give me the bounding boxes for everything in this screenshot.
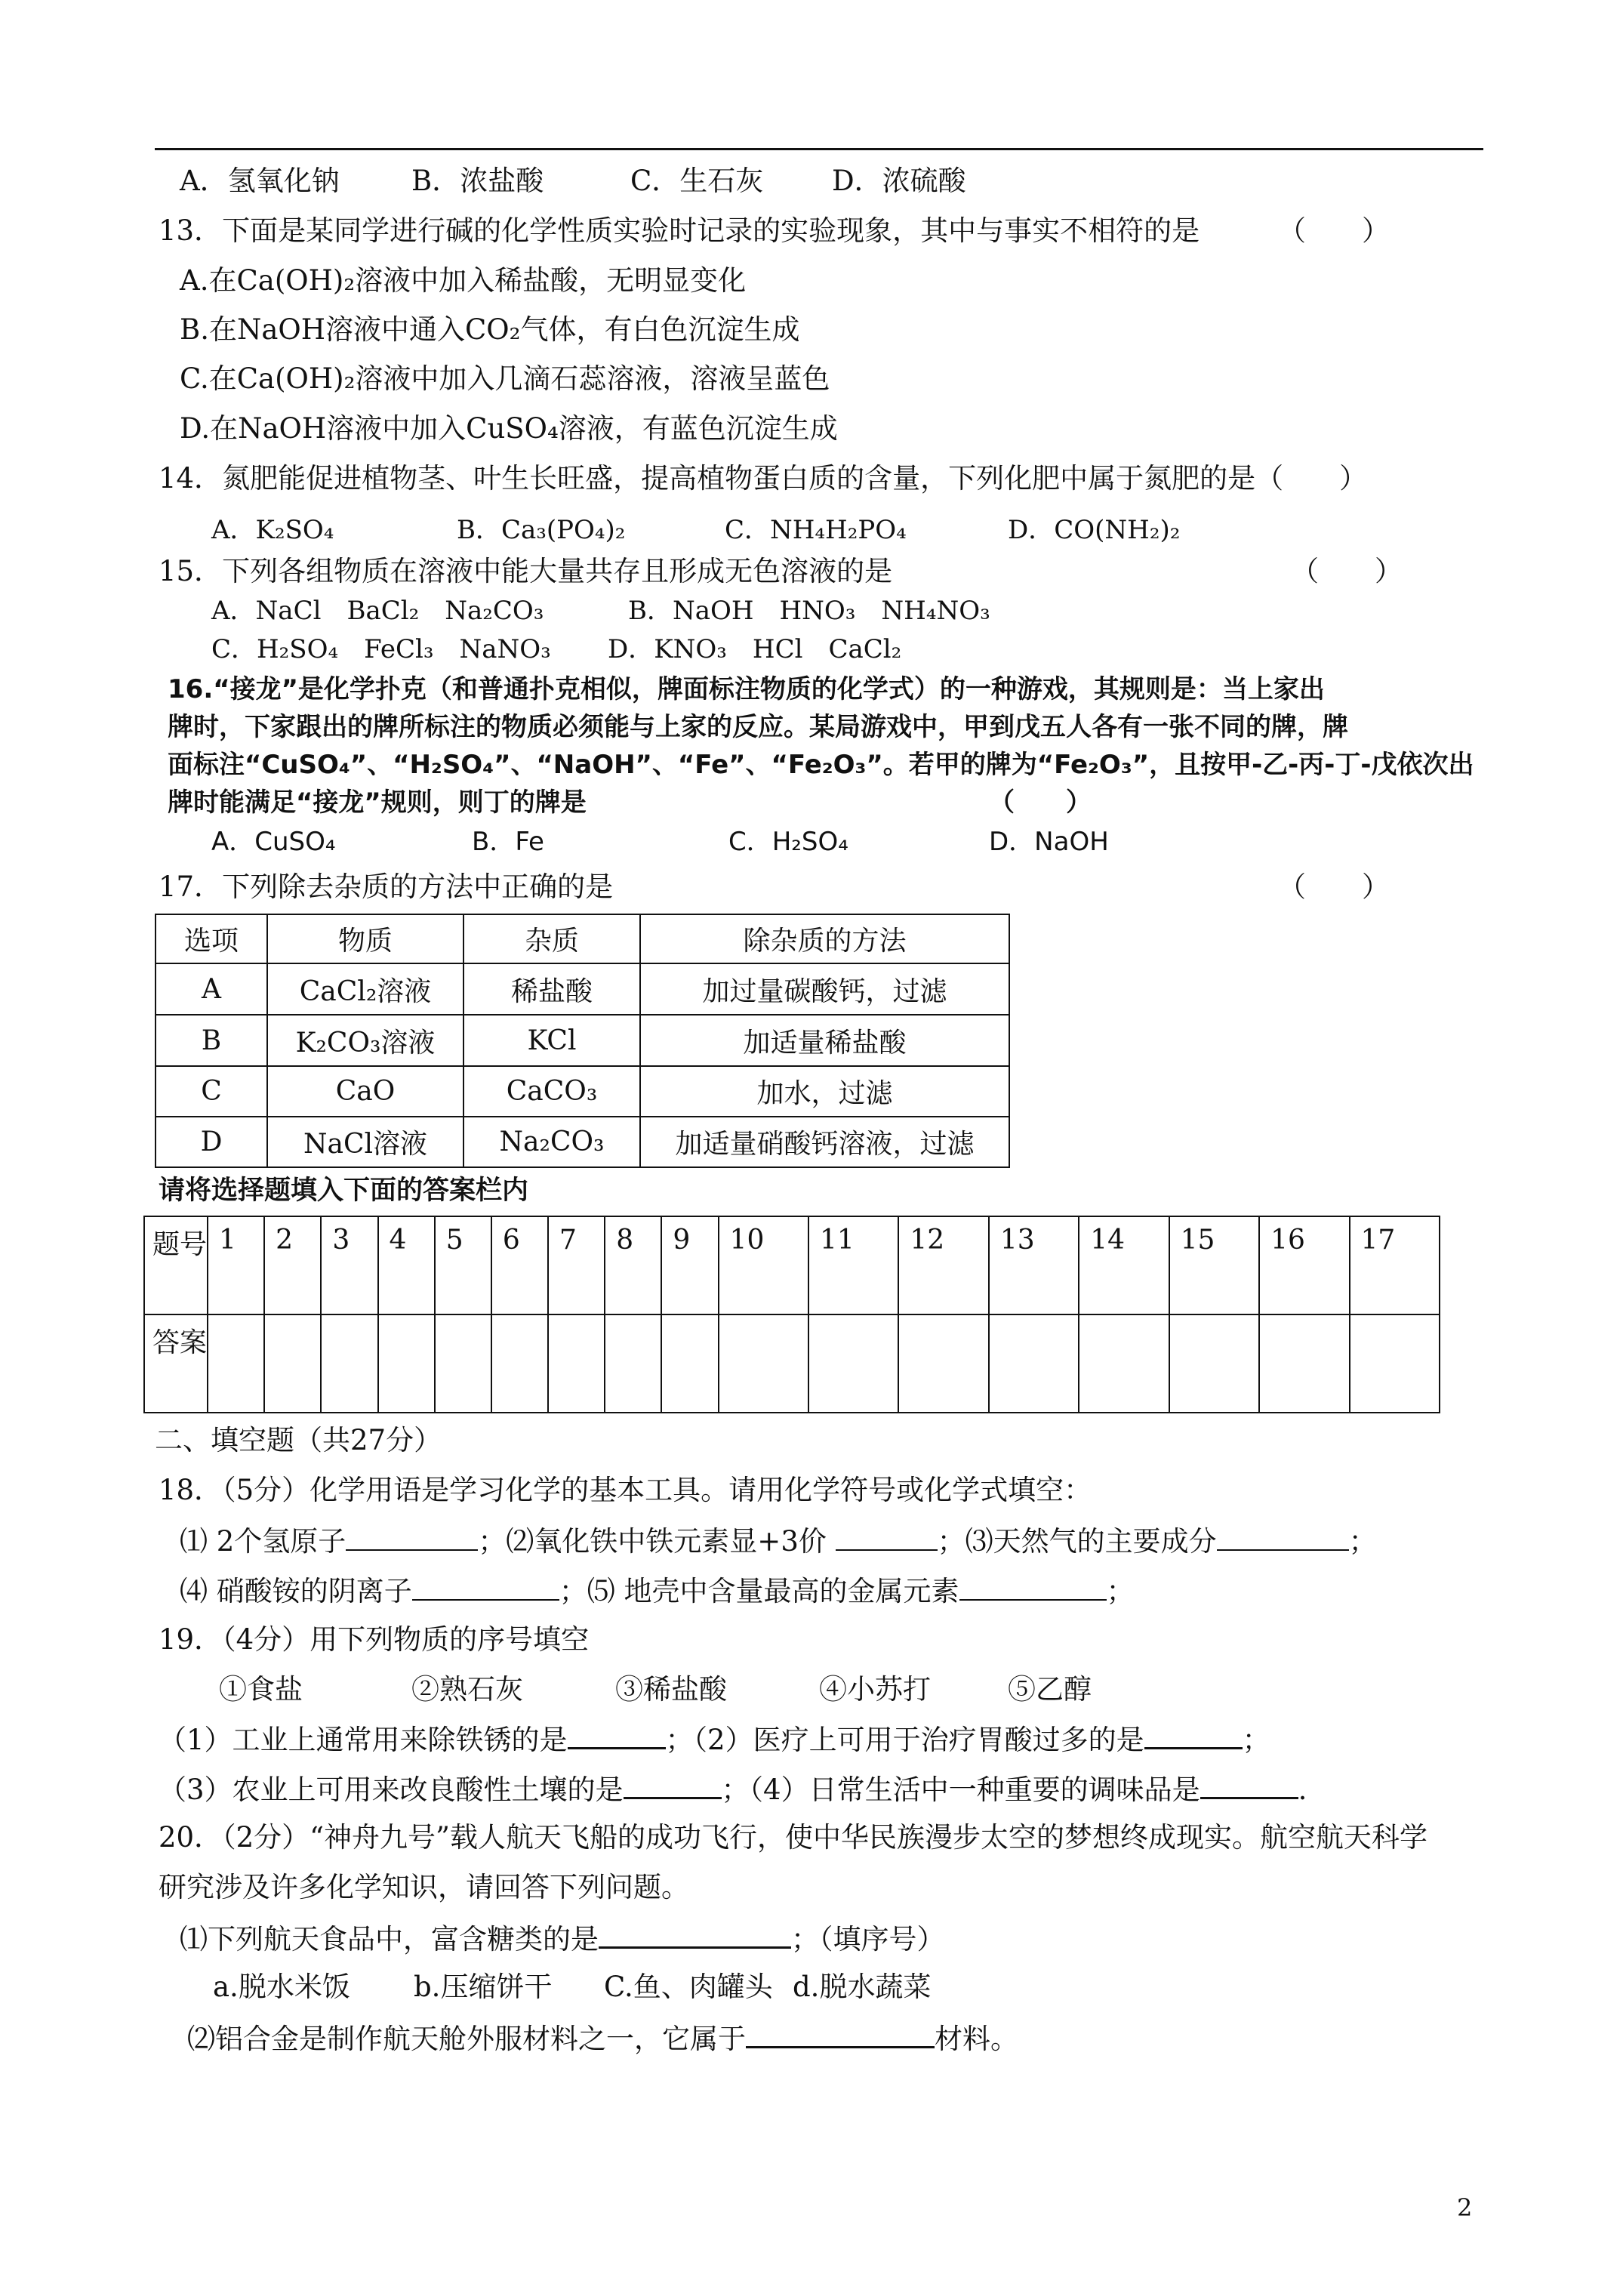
q20-part-1-end: ；（填序号） (791, 1923, 945, 1955)
q14-option-a: A．K₂SO₄ (211, 515, 334, 545)
q16-line-2: 牌时，下家跟出的牌所标注的物质必须能与上家的反应。某局游戏中，甲到戊五人各有一张不同的牌，牌 (168, 712, 1348, 742)
answer-number: 4 (378, 1216, 435, 1314)
q19-line-1 (159, 1721, 1270, 1757)
q16-line-1: 16.“接龙”是化学扑克（和普通扑克相似，牌面标注物质的化学式）的一种游戏，其规则是：当上家出 (168, 674, 1325, 704)
q17-cell: 加适量稀盐酸 (640, 1015, 1009, 1066)
q13-option-c: C.在Ca(OH)₂溶液中加入几滴石蕊溶液，溶液呈蓝色 (180, 362, 830, 395)
answer-blank-cell[interactable] (321, 1314, 377, 1413)
q17-cell: CaCO₃ (463, 1066, 640, 1117)
answer-number: 3 (321, 1216, 377, 1314)
q19-sep-1: ； (1242, 1724, 1270, 1756)
q17-cell: NaCl溶液 (267, 1117, 463, 1167)
answer-number: 11 (808, 1216, 898, 1314)
q20-part-2: ⑵铝合金是制作航天舱外服材料之一，它属于 (187, 2023, 746, 2055)
q19-blank-3[interactable] (624, 1771, 722, 1799)
q17-bracket: （ ） (1278, 871, 1390, 903)
q19-blank-4[interactable] (1200, 1771, 1298, 1799)
q16-option-c: C．H₂SO₄ (728, 827, 848, 857)
answer-blank-cell[interactable] (435, 1314, 491, 1413)
q15-bracket: （ ） (1291, 555, 1403, 587)
answer-number: 12 (898, 1216, 988, 1314)
q18-sep-1: ； (1348, 1525, 1377, 1558)
answer-blank-cell[interactable] (548, 1314, 605, 1413)
answer-number: 1 (208, 1216, 264, 1314)
q20-line-1: 20．（2分）“神舟九号”载人航天飞船的成功飞行，使中华民族漫步太空的梦想终成现实。航空航天科学 (159, 1821, 1427, 1854)
q16-bracket: （ ） (989, 787, 1092, 818)
q13-stem: 13．下面是某同学进行碱的化学性质实验时记录的实验现象，其中与事实不相符的是 (159, 214, 1200, 247)
q17-table-header (156, 914, 1009, 963)
q13-option-d: D.在NaOH溶液中加入CuSO₄溶液，有蓝色沉淀生成 (180, 412, 838, 445)
q17-cell: K₂CO₃溶液 (267, 1015, 463, 1066)
q19-part-2: ；（2）医疗上可用于治疗胃酸过多的是 (665, 1724, 1144, 1756)
q18-stem: 18．（5分）化学用语是学习化学的基本工具。请用化学符号或化学式填空： (159, 1474, 1092, 1506)
q14-option-d: D．CO(NH₂)₂ (1008, 515, 1181, 545)
q17-cell: CaO (267, 1066, 463, 1117)
q13-option-a: A.在Ca(OH)₂溶液中加入稀盐酸，无明显变化 (180, 264, 747, 297)
q20-blank-2[interactable] (746, 2020, 935, 2048)
answer-blank-cell[interactable] (1259, 1314, 1349, 1413)
q16-option-a: A．CuSO₄ (211, 827, 336, 857)
q15-option-a: A．NaCl BaCl₂ Na₂CO₃ (211, 596, 544, 626)
answer-number: 6 (491, 1216, 548, 1314)
q20-part-1-line (180, 1921, 945, 1956)
q13-bracket: （ ） (1278, 214, 1390, 247)
answer-blank-cell[interactable] (491, 1314, 548, 1413)
q17-cell: KCl (463, 1015, 640, 1066)
q19-stem: 19．（4分）用下列物质的序号填空 (159, 1623, 590, 1656)
q20-part-2-line (187, 2020, 1018, 2056)
q20-option-a: a.脱水米饭 (213, 1971, 350, 2003)
table-row (156, 1066, 1009, 1117)
answer-number-label: 题号 (144, 1216, 208, 1314)
q17-cell: B (156, 1015, 267, 1066)
q19-item-2: ②熟石灰 (411, 1673, 523, 1706)
q16-option-b: B．Fe (472, 827, 544, 857)
q17-header-impurity: 杂质 (463, 914, 640, 963)
q17-stem: 17．下列除去杂质的方法中正确的是 (159, 871, 614, 903)
answer-blank-cell[interactable] (1350, 1314, 1440, 1413)
q18-blank-3[interactable] (1217, 1524, 1349, 1551)
q18-sep-2: ； (1106, 1575, 1135, 1607)
q15-option-b: B．NaOH HNO₃ NH₄NO₃ (628, 596, 990, 626)
q14-option-b: B．Ca₃(PO₄)₂ (457, 515, 626, 545)
answer-number-row (144, 1216, 1440, 1314)
q20-option-d: d.脱水蔬菜 (793, 1971, 932, 2003)
answer-blank-cell[interactable] (208, 1314, 264, 1413)
answer-blank-cell[interactable] (808, 1314, 898, 1413)
answer-blank-cell[interactable] (378, 1314, 435, 1413)
q19-item-3: ③稀盐酸 (615, 1673, 727, 1706)
q18-blank-5[interactable] (959, 1573, 1107, 1601)
header-rule (155, 148, 1483, 150)
answer-blank-cell[interactable] (1079, 1314, 1169, 1413)
q17-header-substance: 物质 (267, 914, 463, 963)
q15-option-c: C．H₂SO₄ FeCl₃ NaNO₃ (211, 634, 551, 664)
answer-number: 16 (1259, 1216, 1349, 1314)
q12-option-b: B．浓盐酸 (411, 165, 544, 197)
q14-stem: 14．氮肥能促进植物茎、叶生长旺盛，提高植物蛋白质的含量，下列化肥中属于氮肥的是（ ） (159, 462, 1368, 495)
q17-table (155, 914, 1010, 1168)
answer-blank-label: 答案 (144, 1314, 208, 1413)
answer-number: 10 (719, 1216, 808, 1314)
q18-blank-1[interactable] (346, 1524, 478, 1551)
q17-cell: CaCl₂溶液 (267, 963, 463, 1015)
section-2-heading: 二、填空题（共27分） (155, 1424, 442, 1456)
q19-blank-1[interactable] (568, 1721, 666, 1749)
answer-blank-cell[interactable] (1169, 1314, 1259, 1413)
answer-number: 13 (989, 1216, 1079, 1314)
q14-option-c: C．NH₄H₂PO₄ (725, 515, 907, 545)
answer-number: 15 (1169, 1216, 1259, 1314)
q17-cell: 加适量硝酸钙溶液，过滤 (640, 1117, 1009, 1167)
q17-cell: 稀盐酸 (463, 963, 640, 1015)
answer-blank-cell[interactable] (661, 1314, 718, 1413)
q18-blank-4[interactable] (412, 1573, 559, 1601)
answer-number: 5 (435, 1216, 491, 1314)
q15-stem: 15．下列各组物质在溶液中能大量共存且形成无色溶液的是 (159, 555, 893, 587)
answer-blank-cell[interactable] (264, 1314, 321, 1413)
q19-item-5: ⑤乙醇 (1008, 1673, 1092, 1706)
q17-cell: D (156, 1117, 267, 1167)
q20-option-c: C.鱼、肉罐头 (604, 1971, 773, 2003)
q17-cell: A (156, 963, 267, 1015)
answer-sheet-title: 请将选择题填入下面的答案栏内 (159, 1176, 529, 1206)
q17-header-option: 选项 (156, 914, 267, 963)
q19-end: . (1298, 1774, 1307, 1806)
page-number: 2 (1457, 2193, 1473, 2222)
q17-cell: Na₂CO₃ (463, 1117, 640, 1167)
answer-number: 7 (548, 1216, 605, 1314)
q12-option-d: D．浓硫酸 (832, 165, 966, 197)
q18-part-4: ⑷ 硝酸铵的阴离子 (180, 1575, 412, 1607)
q19-item-1: ①食盐 (219, 1673, 303, 1706)
q15-option-d: D．KNO₃ HCl CaCl₂ (608, 634, 902, 664)
q20-part-1: ⑴下列航天食品中，富含糖类的是 (180, 1923, 599, 1955)
answer-number: 17 (1350, 1216, 1440, 1314)
q17-header-method: 除杂质的方法 (640, 914, 1009, 963)
q20-blank-1[interactable] (599, 1921, 791, 1949)
table-row (156, 963, 1009, 1015)
q12-option-a: A．氢氧化钠 (180, 165, 340, 197)
answer-blank-cell[interactable] (898, 1314, 988, 1413)
answer-number: 2 (264, 1216, 321, 1314)
q17-cell: 加过量碳酸钙，过滤 (640, 963, 1009, 1015)
table-row (156, 1015, 1009, 1066)
answer-number: 14 (1079, 1216, 1169, 1314)
q19-part-3: （3）农业上可用来改良酸性土壤的是 (159, 1774, 624, 1806)
answer-number: 9 (661, 1216, 718, 1314)
answer-blank-cell[interactable] (605, 1314, 661, 1413)
q19-part-4: ；（4）日常生活中一种重要的调味品是 (721, 1774, 1200, 1806)
answer-blank-cell[interactable] (719, 1314, 808, 1413)
q18-part-1: ⑴ 2个氢原子 (180, 1525, 346, 1558)
q18-part-5: ；⑸ 地壳中含量最高的金属元素 (559, 1575, 959, 1607)
q18-part-3: ；⑶天然气的主要成分 (937, 1525, 1217, 1558)
q12-option-c: C．生石灰 (630, 165, 764, 197)
q19-line-2 (159, 1771, 1307, 1807)
table-row (156, 1117, 1009, 1167)
answer-sheet-table (143, 1216, 1440, 1413)
q18-part-2: ；⑵氧化铁中铁元素显+3价 (478, 1525, 827, 1558)
q20-part-2-end: 材料。 (935, 2023, 1018, 2055)
answer-blank-cell[interactable] (989, 1314, 1079, 1413)
q16-line-3: 面标注“CuSO₄”、“H₂SO₄”、“NaOH”、“Fe”、“Fe₂O₃”。若甲的牌为“Fe₂O₃”，且按甲-乙-丙-丁-戊依次出 (168, 750, 1474, 780)
answer-number: 8 (605, 1216, 661, 1314)
q18-line-1 (180, 1524, 1377, 1558)
q19-blank-2[interactable] (1144, 1721, 1243, 1749)
q17-cell: 加水，过滤 (640, 1066, 1009, 1117)
q19-item-4: ④小苏打 (819, 1673, 931, 1706)
q20-line-2: 研究涉及许多化学知识，请回答下列问题。 (159, 1871, 689, 1903)
q20-option-b: b.压缩饼干 (414, 1971, 553, 2003)
q16-option-d: D．NaOH (989, 827, 1109, 857)
q18-line-2 (180, 1573, 1135, 1608)
q13-option-b: B.在NaOH溶液中通入CO₂气体，有白色沉淀生成 (180, 313, 800, 346)
q19-part-1: （1）工业上通常用来除铁锈的是 (159, 1724, 568, 1756)
q18-blank-2[interactable] (836, 1524, 938, 1551)
q17-cell: C (156, 1066, 267, 1117)
answer-blank-row (144, 1314, 1440, 1413)
q16-line-4: 牌时能满足“接龙”规则，则丁的牌是 (168, 787, 587, 818)
